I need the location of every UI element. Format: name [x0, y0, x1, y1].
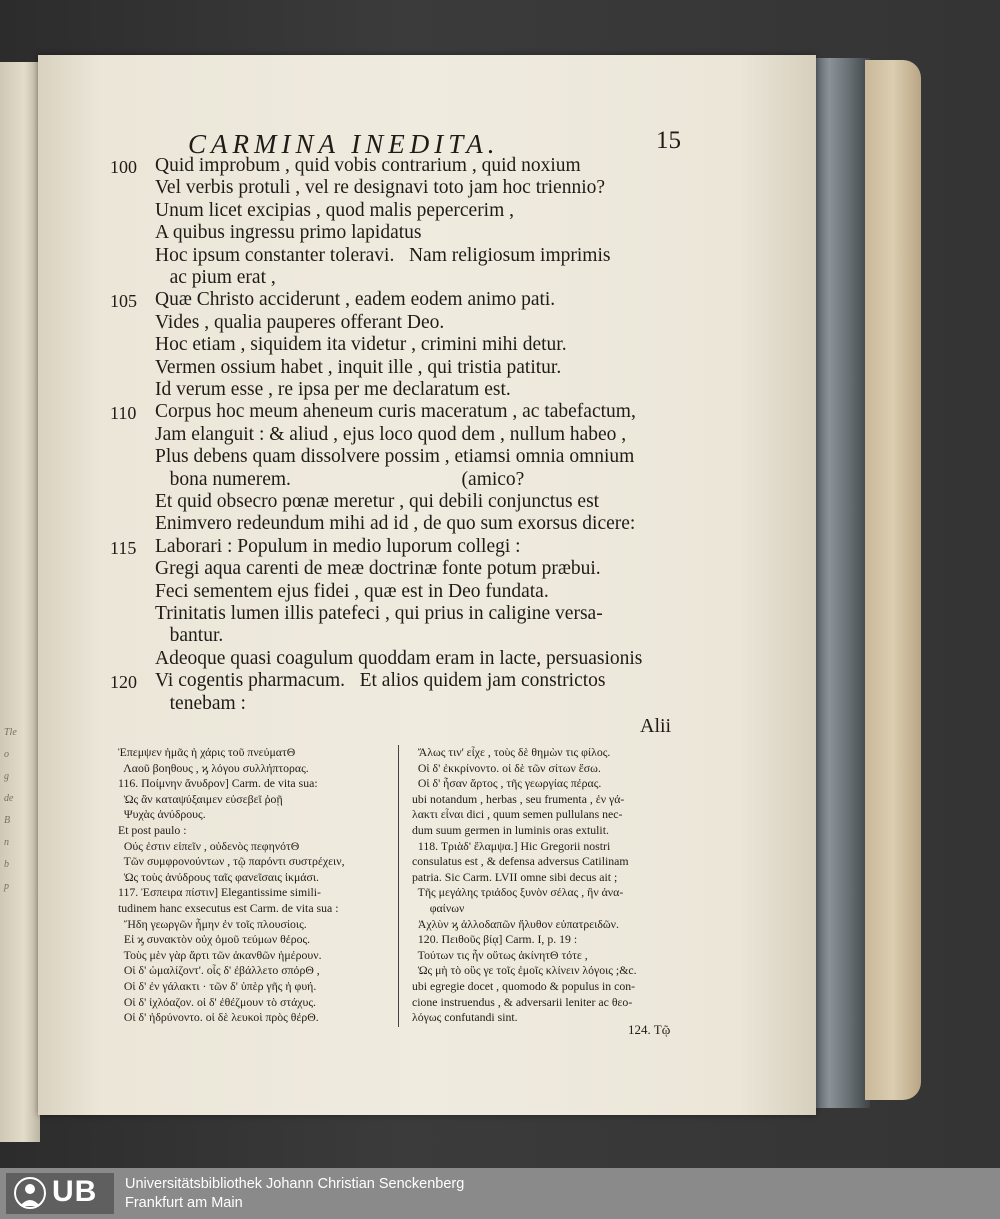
notes-divider	[398, 745, 399, 1027]
note-line: ubi notandum , herbas , seu frumenta , ἐν γά-	[412, 791, 625, 806]
verse-line: Vermen ossium habet , inquit ille , qui tristia patitur.	[155, 356, 562, 378]
verse-line: Vi cogentis pharmacum. Et alios quidem jam constrictos	[155, 670, 606, 692]
footer-institution[interactable]: Universitätsbibliothek Johann Christian Senckenberg	[125, 1176, 465, 1192]
note-line: Οἱ δ' ἦσαν ἄρτος , τῆς γεωργίας πέρας.	[412, 776, 602, 791]
note-line: 120. Πειθοῦς βίᾳ] Carm. I, p. 19 :	[412, 932, 578, 947]
note-line: Ὡς μὴ τὸ οὓς γε τοῖς ἐμοῖς κλίνειν λόγοις ;&c.	[412, 963, 637, 978]
note-line: Οἱ δ' ἐκκρίνοντο. οἱ δὲ τῶν σίτων ἔσω.	[412, 760, 601, 775]
verse-line: Laborari : Populum in medio luporum collegi :	[155, 535, 521, 557]
note-line: Οἱ δ' ἐν γάλακτι · τῶν δ' ὑπὲρ γῆς ἡ φυή.	[118, 979, 317, 993]
note-line: Οἱ δ' ὡμαλίζοντ'. οἷς δ' ἐβάλλετο σπόρΘ ,	[118, 963, 320, 978]
verse-line: Feci sementem ejus fidei , quæ est in Deo fundata.	[155, 580, 549, 602]
note-line: Ψυχὰς ἀνύδρους.	[118, 807, 206, 822]
note-line: Τούτων τις ἦν οὕτως ἀκίνητΘ τότε ,	[412, 947, 588, 962]
running-head: CARMINA INEDITA.	[188, 129, 500, 159]
note-line: 116. Ποίμνην ἄνυδρον] Carm. de vita sua:	[118, 776, 318, 791]
verse-line: Hoc etiam , siquidem ita videtur , crimini mihi detur.	[155, 334, 567, 356]
note-line: tudinem hanc exsecutus est Carm. de vita sua :	[118, 901, 339, 915]
portrait-emblem-icon	[10, 1176, 50, 1211]
note-line: 117. Ἐσπειρα πίστιν] Elegantissime simili-	[118, 885, 321, 900]
note-line: dum suum germen in luminis oras extulit.	[412, 823, 609, 837]
library-logo[interactable]	[6, 1173, 114, 1214]
note-line: consulatus est , & defensa adversus Catilinam	[412, 854, 629, 869]
book-page	[38, 55, 816, 1115]
verse-line: bantur.	[155, 625, 224, 647]
verse-line: Jam elanguit : & aliud , ejus loco quod dem , nullum habeo ,	[155, 423, 627, 445]
note-line: Εἰ ϗ συνακτὸν οὐχ ὁμοῦ τεύμων θέρος.	[118, 932, 311, 947]
book-page-edge	[812, 58, 870, 1108]
note-line: Ὡς τοὺς ἀνύδρους ταῖς φανεῖσαις ἰκμάσι.	[118, 869, 319, 884]
note-line: cione instruendus , & adversarii leniter ac θεο-	[412, 994, 633, 1009]
note-line: φαίνων	[412, 901, 465, 915]
verse-line: Quæ Christo acciderunt , eadem eodem animo pati.	[155, 289, 556, 311]
book-cover-edge	[865, 60, 921, 1100]
note-line: Ούς ἐστιν εἰπεῖν , οὐδενὸς πεφηνότΘ	[118, 838, 300, 853]
bottom-catchword: 124. Τῷ	[628, 1022, 671, 1037]
left-page-marginalia: Tle o g de B n b p	[4, 727, 17, 892]
note-line: Ἐπεμψεν ἡμᾶς ἡ χάρις τοῦ πνεύματΘ	[118, 745, 296, 759]
verse-line: Hoc ipsum constanter toleravi. Nam religiosum imprimis	[155, 244, 611, 266]
verse-line: Enimvero redeundum mihi ad id , de quo sum exorsus dicere:	[155, 513, 636, 535]
verse-line: ac pium erat ,	[155, 267, 276, 288]
verse-line: tenebam :	[155, 692, 246, 714]
note-line: λόγως confutandi sint.	[412, 1010, 518, 1025]
verse-line-number: 115	[110, 537, 137, 558]
verse-line: Trinitatis lumen illis patefeci , qui prius in caligine versa-	[155, 603, 603, 624]
note-line: ubi egregie docet , quomodo & populus in con-	[412, 979, 636, 993]
note-line: λακτι εἶναι dici , quum semen pullulans nec-	[412, 807, 623, 822]
note-line: patria. Sic Carm. LVII omne sibi decus ait ;	[412, 869, 618, 884]
verse-line: Id verum esse , re ipsa per me declaratum est.	[155, 379, 511, 400]
verse-line: Gregi aqua carenti de meæ doctrinæ fonte potum præbui.	[155, 558, 601, 580]
verse-line: Corpus hoc meum aheneum curis maceratum , ac tabefactum,	[155, 401, 636, 423]
note-line: Τῶν συμφρονούντων , τῷ παρόντι συστρέχειν,	[118, 854, 345, 869]
left-page-sliver	[0, 62, 40, 1142]
note-line: Ἄλως τιν' εἶχε , τοὺς δὲ θημὼν τις φίλος.	[412, 745, 611, 759]
catchword: Alii	[640, 715, 672, 737]
footer-bar	[0, 1168, 1000, 1219]
verse-line-number: 100	[110, 157, 137, 177]
verse-line: Vel verbis protuli , vel re designavi toto jam hoc triennio?	[155, 177, 606, 199]
verse-line: A quibus ingressu primo lapidatus	[155, 222, 422, 244]
verse-line: Quid improbum , quid vobis contrarium , quid noxium	[155, 155, 581, 176]
note-line: Et post paulo :	[118, 823, 187, 837]
page-number: 15	[656, 127, 681, 154]
note-line: Τῆς μεγάλης τριάδος ξυνὸν σέλας , ἣν ἀνα-	[412, 885, 624, 900]
note-line: 118. Τριὰδ' ἔλαμψα.] Hic Gregorii nostri	[412, 838, 611, 853]
note-line: Οἱ δ' ἠδρύνοντο. οἱ δὲ λευκοὶ πρὸς θέρΘ.	[118, 1010, 319, 1025]
logo-letters: UB	[52, 1175, 98, 1208]
note-line: Ἀχλὺν ϗ ἀλλοδαπῶν ἤλυθον εὐπατρειδῶν.	[412, 916, 619, 931]
verse-line: Et quid obsecro pœnæ meretur , qui debili conjunctus est	[155, 491, 600, 512]
verse-line: Unum licet excipias , quod malis pepercerim ,	[155, 199, 515, 221]
verse-line-number: 120	[110, 672, 137, 693]
verse-line: Vides , qualia pauperes offerant Deo.	[155, 311, 445, 333]
note-line: Οἱ δ' ἰχλόαζον. οἱ δ' ἐθέζμουν τὸ στάχυς.	[118, 994, 316, 1009]
verse-line: Plus debens quam dissolvere possim , etiamsi omnia omnium	[155, 446, 635, 468]
footer-city: Frankfurt am Main	[125, 1195, 243, 1211]
note-line: Τοὺς μὲν γὰρ ἄρτι τῶν ἀκανθῶν ἡμέρουν.	[118, 947, 322, 962]
note-line: Ὡς ἂν καταψύξαιμεν εὐσεβεῖ ῥοῇ	[118, 791, 283, 806]
verse-line: bona numerem. (amico?	[155, 468, 525, 490]
verse-line: Adeoque quasi coagulum quoddam eram in lacte, persuasionis	[155, 647, 643, 669]
verse-line-number: 110	[110, 403, 137, 424]
note-line: Ἤδη γεωργῶν ἧμην ἐν τοῖς πλουσίοις.	[118, 916, 307, 931]
verse-line-number: 105	[110, 291, 137, 312]
note-line: Λαοῦ βοηθους , ϗ λόγου συλλήπτορας.	[118, 760, 309, 775]
